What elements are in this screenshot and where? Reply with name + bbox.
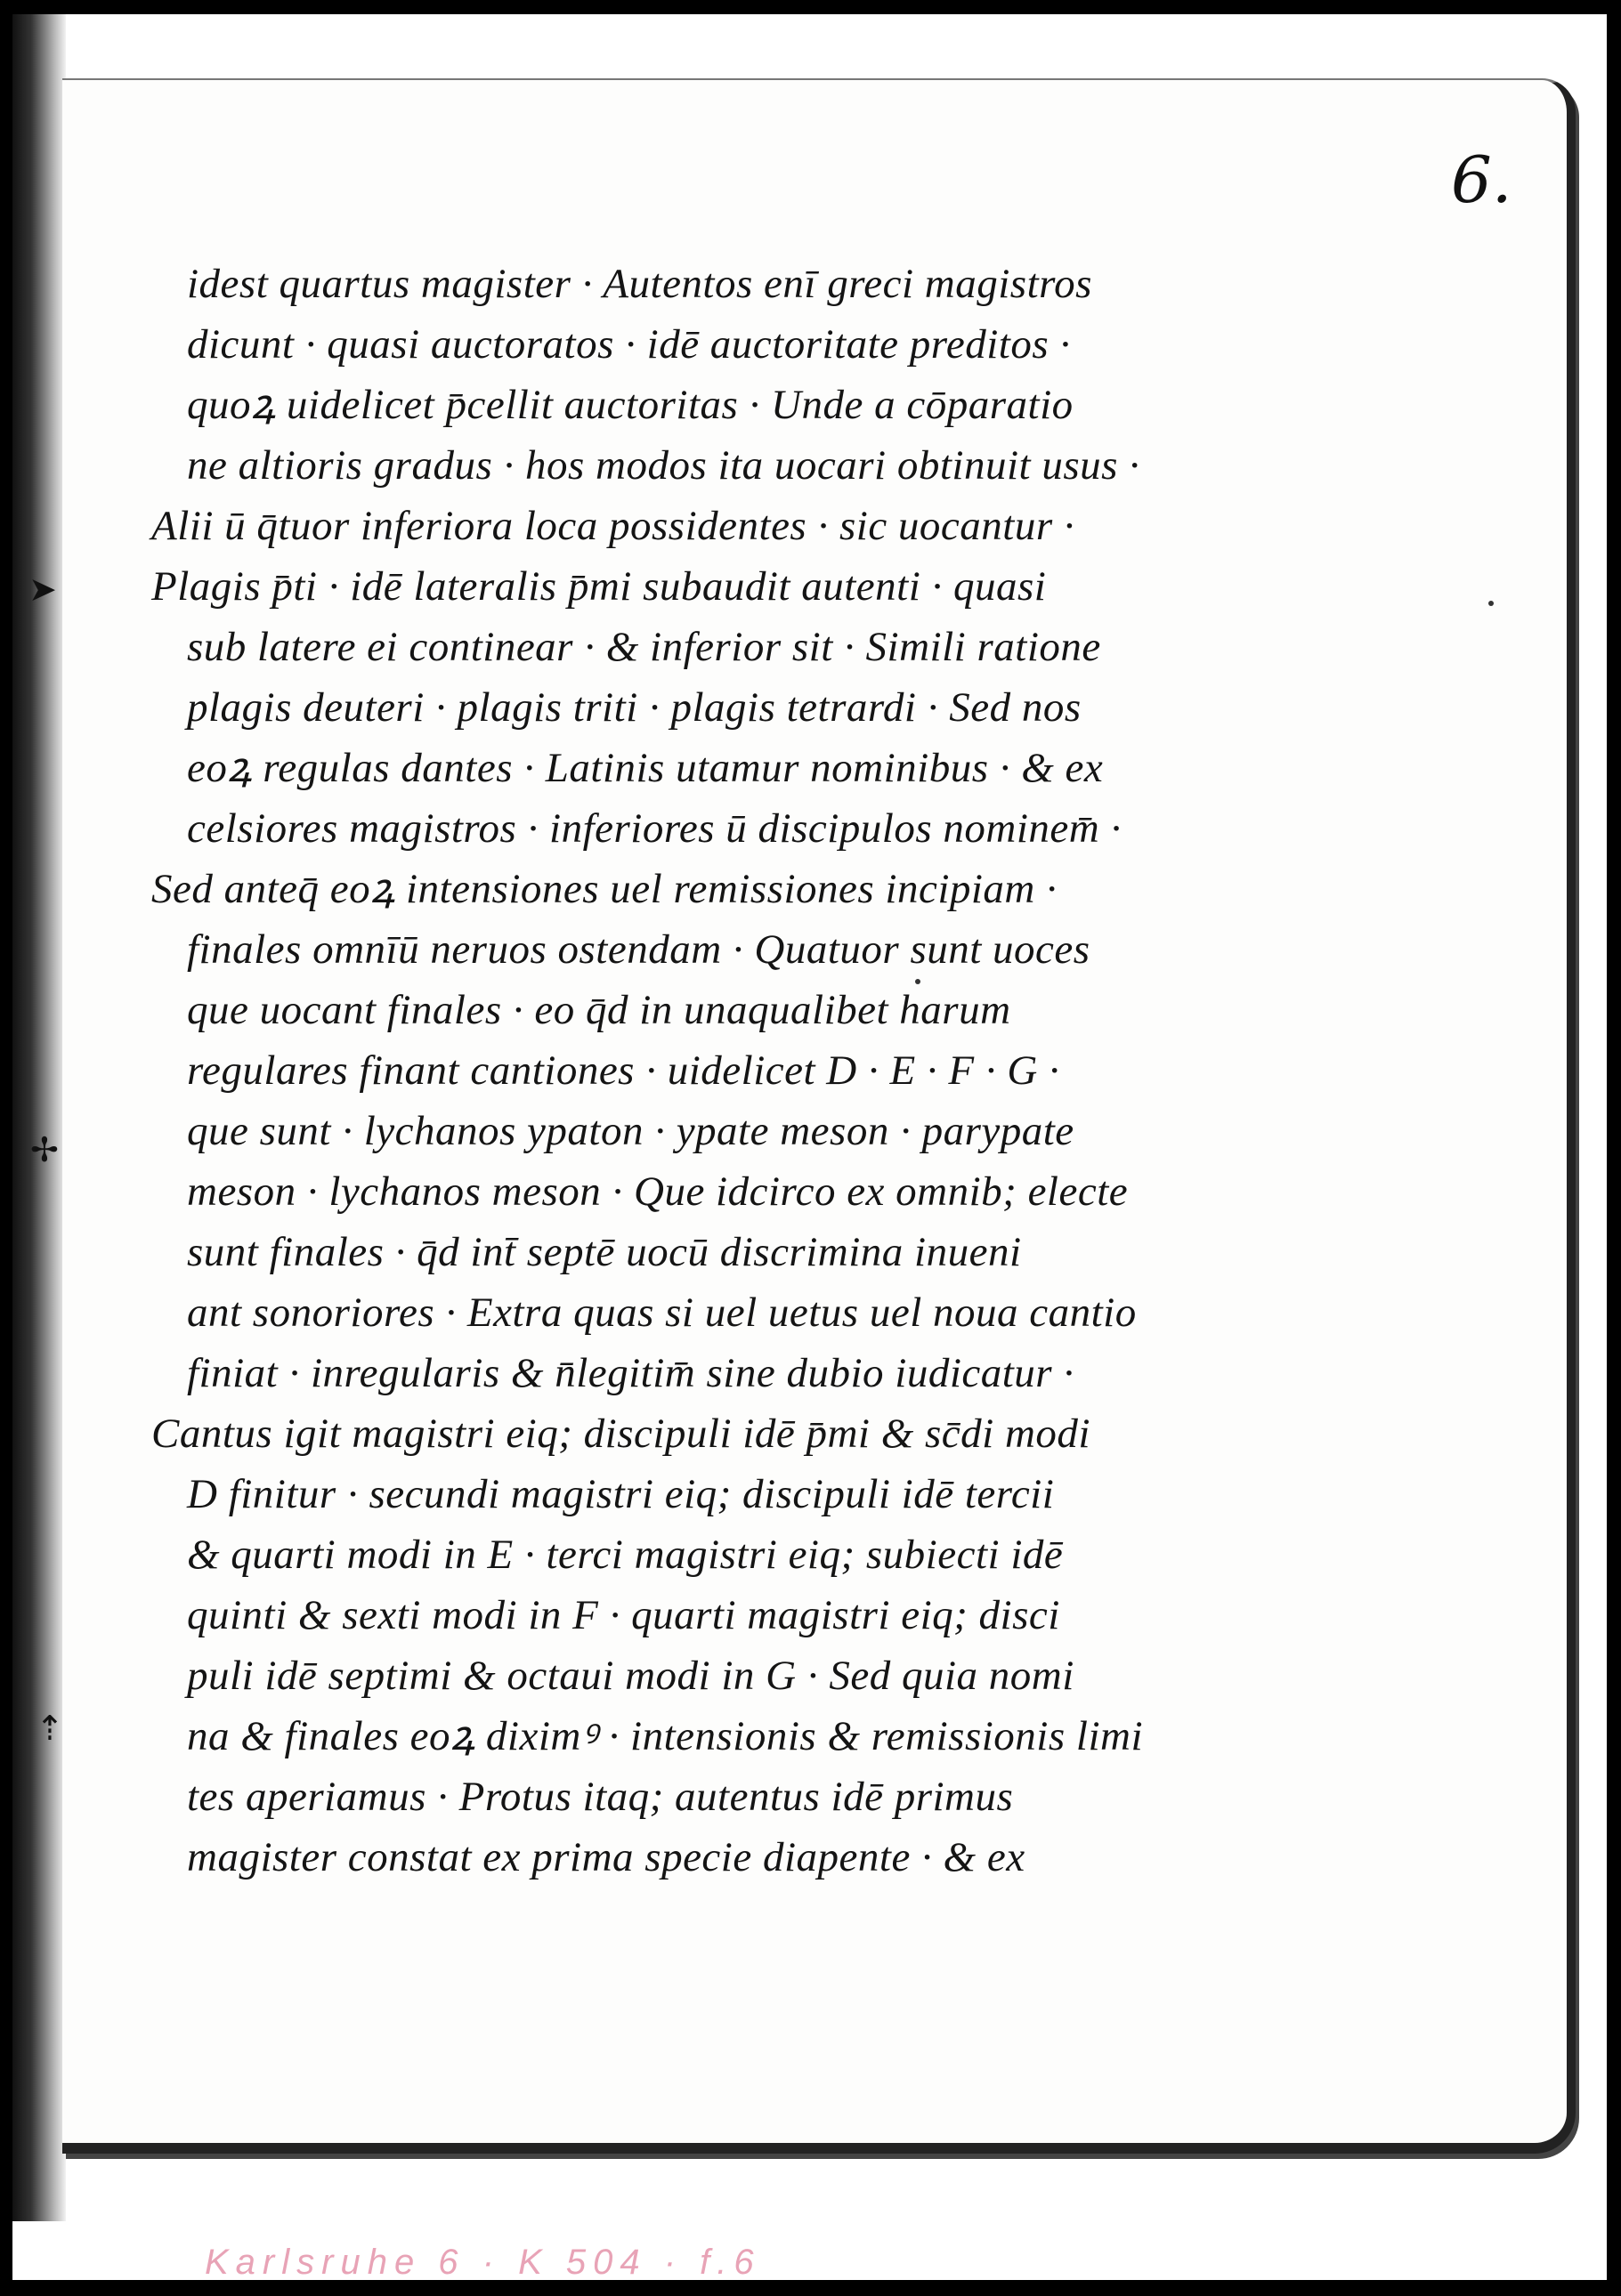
text-line: regulares finant cantiones · uidelicet D · E · F · G · [187,1047,1060,1094]
text-line: sub latere ei continear · & inferior sit · Simili ratione [187,624,1101,670]
text-line: plagis deuteri · plagis triti · plagis tetrardi · Sed nos [187,684,1082,731]
text-line: que uocant finales · eo q̄d in unaqualibet harum [187,987,1011,1033]
text-line: finales omnīū neruos ostendam · Quatuor sunt uoces [187,926,1090,973]
margin-arrow-mark: ➤ [28,570,57,609]
text-line: dicunt · quasi auctoratos · idē auctoritate preditos · [187,321,1071,368]
text-line: tes aperiamus · Protus itaq; autentus idē primus [187,1774,1014,1820]
text-line: quinti & sexti modi in F · quarti magistri eiq; disci [187,1592,1060,1638]
text-line: ant sonoriores · Extra quas si uel uetus uel noua cantio [187,1289,1137,1336]
text-line: meson · lychanos meson · Que idcirco ex omnib; electe [187,1168,1129,1215]
text-line: idest quartus magister · Autentos enī greci magistros [187,261,1092,307]
text-line: ne altioris gradus · hos modos ita uocari obtinuit usus · [187,442,1140,489]
margin-cross-mark: ✢ [30,1130,59,1169]
text-line: que sunt · lychanos ypaton · ypate meson · parypate [187,1108,1074,1154]
pencil-shelfmark-note: Karlsruhe 6 · K 504 · f.6 [205,2243,761,2282]
binding-gutter [12,14,66,2221]
text-line: Sed anteq̄ eoꝝ intensiones uel remissiones incipiam · [151,866,1058,912]
folio-number: 6. [1451,142,1512,217]
text-line: & quarti modi in E · terci magistri eiq; subiecti idē [187,1532,1064,1578]
text-line: quoꝝ uidelicet p̄cellit auctoritas · Unde a cōparatio [187,382,1074,428]
text-line: Alii ū q̄tuor inferiora loca possidentes · sic uocantur · [151,503,1075,549]
text-line: na & finales eoꝝ diximꝰ · intensionis & remissionis limi [187,1713,1144,1759]
text-line: D finitur · secundi magistri eiq; discipuli idē tercii [187,1471,1055,1517]
text-line: celsiores magistros · inferiores ū discipulos nominem̄ · [187,805,1122,852]
margin-dot [1488,601,1494,606]
text-line: finiat · inregularis & n̄legitim̄ sine dubio iudicatur · [187,1350,1074,1396]
manuscript-text [151,254,1433,1888]
text-line: sunt finales · q̄d int̄ septē uocū discrimina inueni [187,1229,1022,1275]
text-line: eoꝝ regulas dantes · Latinis utamur nominibus · & ex [187,745,1104,791]
text-line: Cantus igit magistri eiq; discipuli idē p̄mi & sc̄di modi [151,1411,1090,1457]
text-line: Plagis p̄ti · idē lateralis p̄mi subaudit autenti · quasi [151,563,1047,610]
text-line: magister constat ex prima specie diapente · & ex [187,1834,1025,1880]
margin-pointer-mark: ⇡ [36,1709,64,1748]
text-line: puli idē septimi & octaui modi in G · Sed quia nomi [187,1653,1074,1699]
